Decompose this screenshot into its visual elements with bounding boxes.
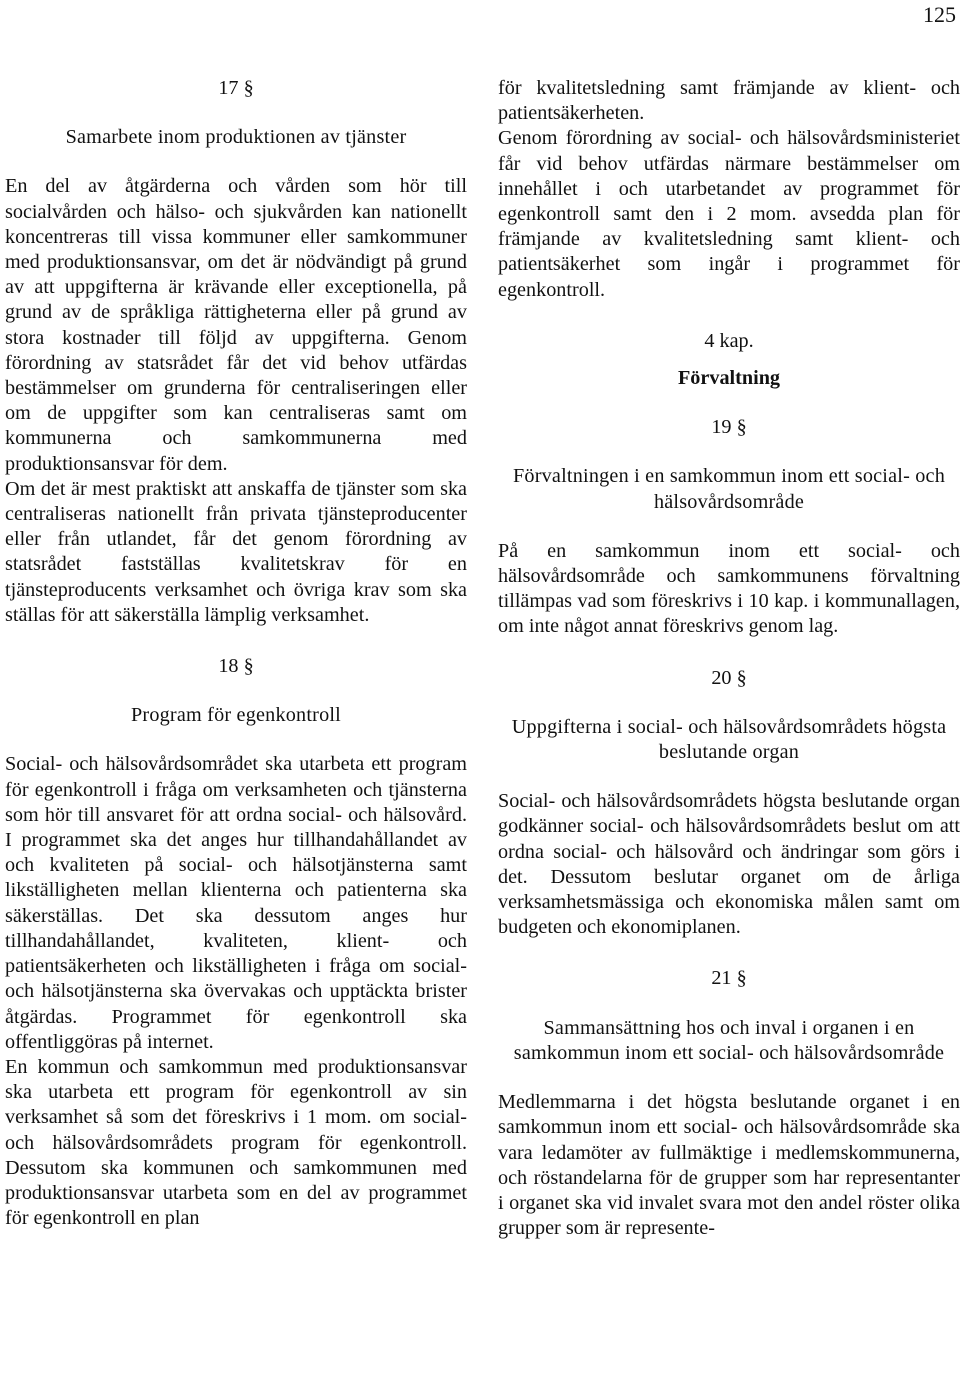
paragraph: Om det är mest praktiskt att anskaffa de tjänster som ska centraliseras nationellt från privata tjänsteproducenter eller från utlandet, får det genom förordning av statsrådet fastställas kvalitetskrav för en tjänsteproducents verksamhet och övriga krav som ska ställas för att säkerställa lämplig verksamhet. [5,477,467,626]
section-number: 20 § [711,666,747,689]
section-title: Program för egenkontroll [131,704,341,727]
chapter-title: Förvaltning [677,367,781,390]
paragraph: Genom förordning av social- och hälsovårdsministeriet får vid behov utfärdas närmare bestämmelser om innehållet i och utarbetandet av programmet för egenkontroll samt den i 2 mom. avsedda plan för främjande av kvalitetsledning samt klient- och patientsäkerhet som ingår i programmet för egenkontroll. [498,127,960,301]
chapter-heading [498,329,960,391]
page-number: 125 [923,2,956,27]
paragraph: Social- och hälsovårdsområdet ska utarbeta ett program för egenkontroll i fråga om verksamheten och tjänsterna som hör till ansvaret för att ordna social- och hälsovård. I programmet ska det anges hur tillhandahållandet av och kvaliteten på social- och hälsotjänsterna samt likställigheten mellan klienterna och patienterna ska säkerställas. Det ska dessutom anges hur tillhandahållandet, kvaliteten, klient- och patientsäkerheten och likställigheten i fråga om social- och hälsotjänsterna ska övervakas och upptäckta brister åtgärdas. Programmet för egenkontroll ska offentliggöras på internet. [5,753,467,1053]
section-number: 19 § [711,416,747,439]
chapter-number: 4 kap. [704,329,754,352]
section-title: Samarbete inom produktionen av tjänster [65,126,407,149]
section-19 [498,415,960,639]
paragraph: Social- och hälsovårdsområdets högsta beslutande organ godkänner social- och hälsovårdsområdets beslut om att ordna social- och hälsovård och ändringar som görs i det. Dessutom beslutar organet om de årliga verksamhetsmässiga och ekonomiska målen samt om budgeten och ekonomiplanen. [498,790,960,939]
section-title: Sammansättning hos och inval i organen i en samkommun inom ett social- och hälsovårdsområde [513,1016,945,1064]
paragraph: På en samkommun inom ett social- och hälsovårdsområde och samkommunens förvaltning tillämpas vad som föreskrivs i 10 kap. i kommunallagen, om inte något annat föreskrivs genom lag. [498,539,960,638]
section-title: Förvaltningen i en samkommun inom ett social- och hälsovårdsområde [513,465,945,513]
paragraph: Medlemmarna i det högsta beslutande organet i en samkommun inom ett social- och hälsovårdsområde ska vara ledamöter av fullmäktige i medlemskommunerna, och röstandelarna för de grupper som har representanter i organet ska vid invalet svara mot den andel röster olika grupper som är represente- [498,1091,960,1240]
section-21 [498,966,960,1241]
section-17 [5,76,467,628]
left-column [5,76,467,1231]
paragraph: för kvalitetsledning samt främjande av klient- och patientsäkerheten. [498,77,960,125]
section-number: 17 § [218,77,254,99]
section-18-continued [498,76,960,303]
section-20 [498,666,960,941]
paragraph: En del av åtgärderna och vården som hör till socialvården och hälso- och sjukvården kan nationellt koncentreras till vissa kommuner eller samkommuner med produktionsansvar, om det är nödvändigt på grund av att uppgifterna är krävande eller exceptionella, på grund av de språkliga rättigheterna eller på grund av stora kostnader till följd av uppgifterna. Genom förordning av statsrådet får det vid behov utfärdas bestämmelser om grunderna för centraliseringen eller om de uppgifter som kan centraliseras samt om kommunerna och samkommunerna med produktionsansvar för dem. [5,175,467,475]
right-column [498,76,960,1241]
section-18 [5,654,467,1231]
section-number: 18 § [218,655,254,678]
section-number: 21 § [711,967,747,990]
paragraph: En kommun och samkommun med produktionsansvar ska utarbeta ett program för egenkontroll av sin verksamhet så som det föreskrivs i 1 mom. om social- och hälsovårdsområdets program för egenkontroll. Dessutom ska kommunen och samkommunen med produktionsansvar utarbeta som en del av programmet för egenkontroll en plan [5,1055,467,1230]
section-title: Uppgifterna i social- och hälsovårdsområdets högsta beslutande organ [511,715,947,764]
